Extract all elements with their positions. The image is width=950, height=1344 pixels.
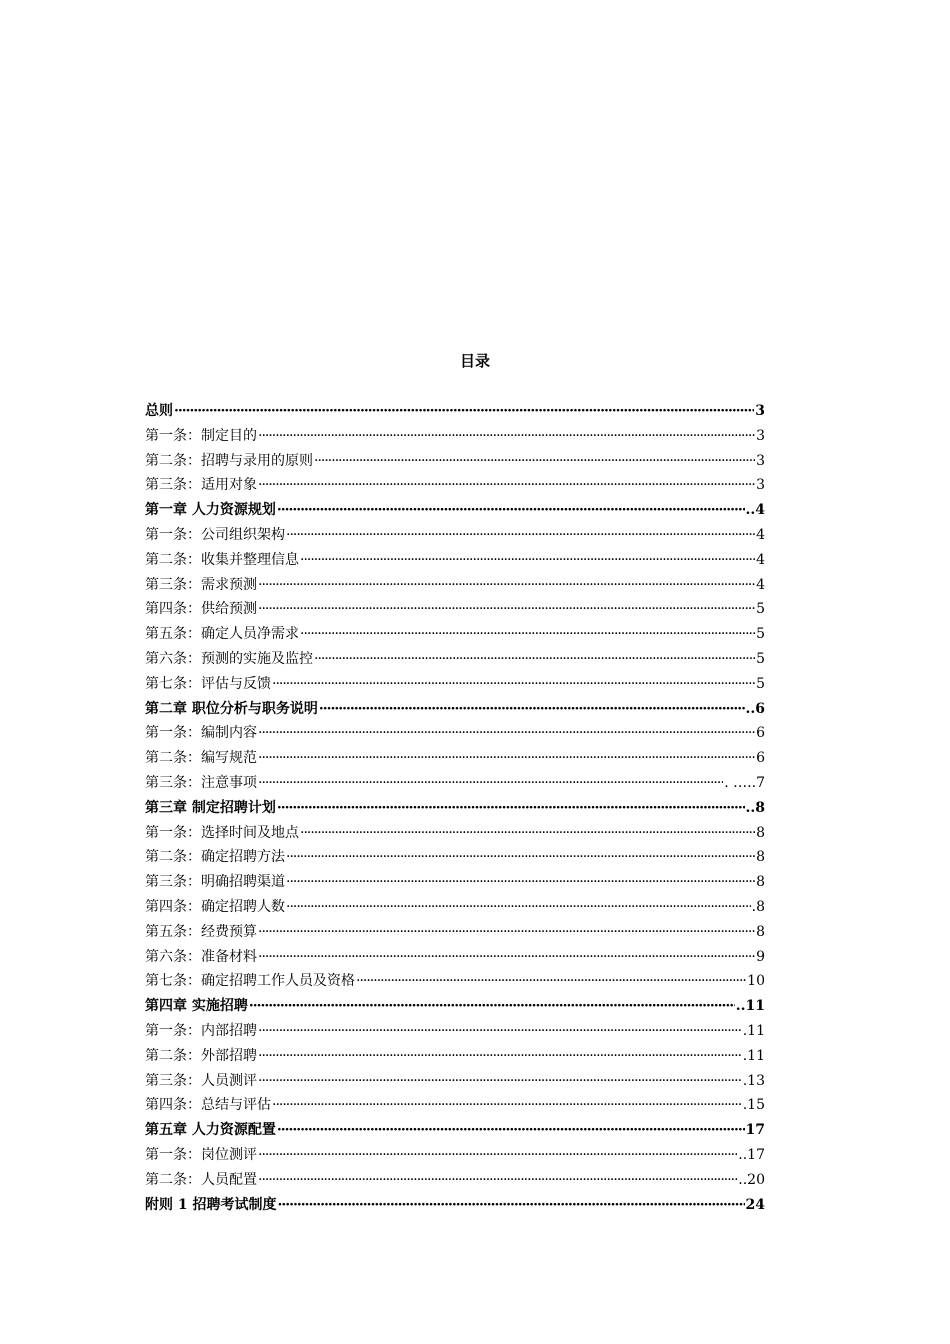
toc-entry[interactable] — [145, 424, 765, 449]
toc-entry-page: 4 — [756, 526, 765, 543]
toc-entry[interactable] — [145, 945, 765, 970]
dot-leader — [277, 796, 745, 821]
toc-entry-label: 第四条：确定招聘人数 — [145, 898, 285, 915]
toc-entry[interactable] — [145, 697, 765, 722]
toc-entry[interactable] — [145, 821, 765, 846]
toc-entry-page: ..11 — [735, 998, 765, 1015]
toc-entry-label: 第三条：注意事项 — [145, 774, 257, 791]
dot-leader — [174, 399, 754, 424]
toc-entry[interactable] — [145, 1143, 765, 1168]
toc-entry[interactable] — [145, 473, 765, 498]
dot-leader — [278, 1193, 745, 1218]
dot-leader — [300, 821, 755, 846]
dot-leader — [258, 1168, 737, 1193]
toc-entry-label: 第四条：供给预测 — [145, 601, 257, 618]
toc-entry-page: .11 — [742, 1022, 765, 1039]
toc-entry-page: 8 — [756, 824, 765, 841]
toc-entry-page: ..6 — [745, 700, 765, 717]
toc-entry-label: 第二条：招聘与录用的原则 — [145, 452, 313, 469]
toc-entry[interactable] — [145, 1118, 765, 1143]
toc-entry[interactable] — [145, 746, 765, 771]
dot-leader — [286, 523, 755, 548]
dot-leader — [314, 449, 755, 474]
toc-entry-label: 第七条：确定招聘工作人员及资格 — [145, 973, 355, 990]
toc-entry-page: 24 — [745, 1196, 765, 1213]
toc-entry[interactable] — [145, 895, 765, 920]
dot-leader — [319, 697, 745, 722]
dot-leader — [286, 870, 755, 895]
toc-entry-label: 第三章 制定招聘计划 — [145, 799, 276, 816]
toc-entry-label: 第一条：内部招聘 — [145, 1022, 257, 1039]
toc-entry[interactable] — [145, 399, 765, 424]
toc-entry-page: 5 — [756, 675, 765, 692]
toc-entry-page: 9 — [756, 948, 765, 965]
toc-entry-page: 8 — [756, 849, 765, 866]
dot-leader — [249, 994, 735, 1019]
toc-entry-label: 第五条：确定人员净需求 — [145, 626, 299, 643]
dot-leader — [258, 1069, 742, 1094]
toc-entry-label: 第二条：收集并整理信息 — [145, 551, 299, 568]
toc-entry-label: 第三条：需求预测 — [145, 576, 257, 593]
toc-entry-label: 第二条：外部招聘 — [145, 1047, 257, 1064]
toc-entry-page: 17 — [745, 1122, 765, 1139]
toc-entry[interactable] — [145, 771, 765, 796]
toc-entry[interactable] — [145, 870, 765, 895]
toc-entry-label: 第一条：选择时间及地点 — [145, 824, 299, 841]
toc-entry-label: 第五章 人力资源配置 — [145, 1122, 276, 1139]
toc-entry-page: 6 — [756, 725, 765, 742]
toc-entry-page: ..8 — [745, 799, 765, 816]
toc-entry[interactable] — [145, 994, 765, 1019]
toc-entry-page: ..4 — [745, 502, 765, 519]
toc-entry-page: .8 — [751, 898, 765, 915]
dot-leader — [300, 622, 755, 647]
dot-leader — [314, 647, 755, 672]
toc-entry[interactable] — [145, 597, 765, 622]
toc-entry-label: 第四章 实施招聘 — [145, 998, 248, 1015]
dot-leader — [277, 498, 745, 523]
toc-entry-label: 附则 1 招聘考试制度 — [145, 1196, 277, 1213]
toc-entry[interactable] — [145, 672, 765, 697]
dot-leader — [258, 424, 755, 449]
toc-entry[interactable] — [145, 1193, 765, 1218]
dot-leader — [272, 672, 755, 697]
toc-entry-label: 第二章 职位分析与职务说明 — [145, 700, 318, 717]
toc-entry-page: 8 — [756, 874, 765, 891]
toc-entry[interactable] — [145, 449, 765, 474]
toc-entry-page: 4 — [756, 551, 765, 568]
toc-entry[interactable] — [145, 1019, 765, 1044]
toc-entry-page: 6 — [756, 750, 765, 767]
toc-entry-page: 5 — [756, 601, 765, 618]
toc-entry-page: ..17 — [738, 1146, 765, 1163]
toc-entry[interactable] — [145, 548, 765, 573]
toc-entry-page: ..20 — [738, 1171, 765, 1188]
toc-entry[interactable] — [145, 573, 765, 598]
toc-entry-page: 3 — [756, 477, 765, 494]
toc-entry-label: 第五条：经费预算 — [145, 923, 257, 940]
toc-entry-page: 10 — [747, 973, 765, 990]
toc-entry[interactable] — [145, 721, 765, 746]
toc-entry-label: 第三条：明确招聘渠道 — [145, 874, 285, 891]
toc-entry-label: 第四条：总结与评估 — [145, 1097, 271, 1114]
toc-entry-label: 第一章 人力资源规划 — [145, 502, 276, 519]
toc-entry-label: 第二条：确定招聘方法 — [145, 849, 285, 866]
toc-title: 目录 — [459, 352, 490, 370]
toc-entry-label: 第六条：预测的实施及监控 — [145, 650, 313, 667]
dot-leader — [286, 895, 751, 920]
toc-entry-page: .13 — [742, 1072, 765, 1089]
dot-leader — [258, 721, 755, 746]
dot-leader — [258, 920, 755, 945]
toc-entry-label: 第六条：准备材料 — [145, 948, 257, 965]
dot-leader — [300, 548, 755, 573]
toc-entry-label: 第一条：制定目的 — [145, 427, 257, 444]
dot-leader — [258, 1044, 742, 1069]
toc-entry[interactable] — [145, 523, 765, 548]
toc-entry-label: 第二条：编写规范 — [145, 750, 257, 767]
toc-entry[interactable] — [145, 1093, 765, 1118]
toc-entry-page: 3 — [756, 427, 765, 444]
dot-leader — [258, 597, 755, 622]
toc-entry-page: 3 — [755, 403, 765, 419]
toc-entry[interactable] — [145, 1044, 765, 1069]
dot-leader — [258, 771, 723, 796]
toc-entry[interactable] — [145, 969, 765, 994]
toc-entry[interactable] — [145, 498, 765, 523]
toc-entry[interactable] — [145, 622, 765, 647]
toc-entry-label: 第一条：岗位测评 — [145, 1146, 257, 1163]
toc-entry-page: 3 — [756, 452, 765, 469]
toc-entry-label: 第三条：适用对象 — [145, 477, 257, 494]
table-of-contents — [145, 399, 765, 1217]
toc-entry-label: 第一条：公司组织架构 — [145, 526, 285, 543]
toc-entry-page: . …..7 — [724, 774, 765, 791]
toc-entry[interactable] — [145, 845, 765, 870]
dot-leader — [258, 945, 755, 970]
dot-leader — [356, 969, 746, 994]
toc-entry-page: 4 — [756, 576, 765, 593]
toc-entry-page: 8 — [756, 923, 765, 940]
toc-entry-label: 第三条：人员测评 — [145, 1072, 257, 1089]
toc-entry-page: 5 — [756, 650, 765, 667]
toc-entry-page: 5 — [756, 626, 765, 643]
toc-entry[interactable] — [145, 647, 765, 672]
toc-entry-label: 第二条：人员配置 — [145, 1171, 257, 1188]
toc-entry-label: 第一条：编制内容 — [145, 725, 257, 742]
dot-leader — [258, 573, 755, 598]
toc-entry-page: .11 — [742, 1047, 765, 1064]
toc-entry-page: .15 — [742, 1097, 765, 1114]
toc-entry[interactable] — [145, 1168, 765, 1193]
toc-entry[interactable] — [145, 920, 765, 945]
toc-entry[interactable] — [145, 796, 765, 821]
dot-leader — [258, 746, 755, 771]
toc-entry-label: 第七条：评估与反馈 — [145, 675, 271, 692]
dot-leader — [258, 473, 755, 498]
dot-leader — [286, 845, 755, 870]
toc-entry[interactable] — [145, 1069, 765, 1094]
dot-leader — [277, 1118, 745, 1143]
toc-entry-label: 总则 — [145, 403, 173, 419]
dot-leader — [258, 1019, 742, 1044]
dot-leader — [272, 1093, 742, 1118]
dot-leader — [258, 1143, 737, 1168]
